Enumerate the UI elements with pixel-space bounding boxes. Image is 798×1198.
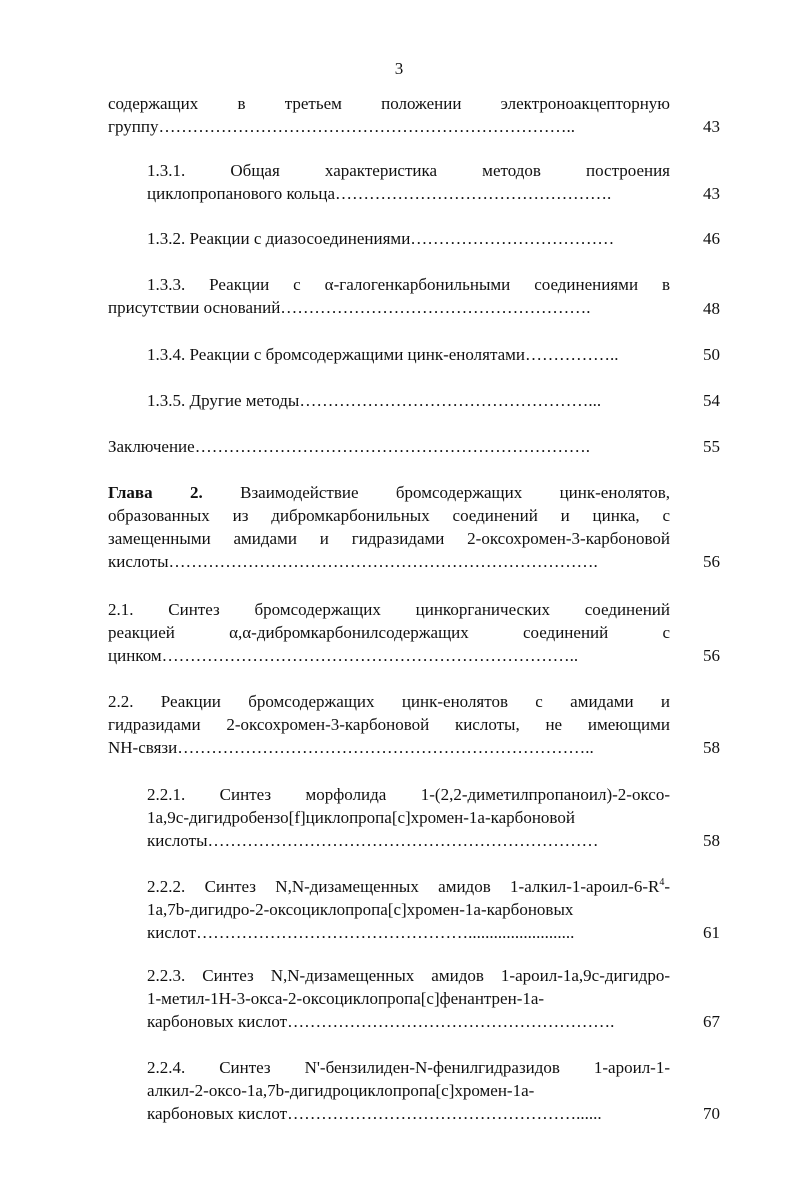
toc-entry-line: циклопропанового кольца………………………………………….: [147, 184, 612, 203]
toc-entry-line: 2.2. Реакции бромсодержащих цинк-енолятов с амидами и: [108, 692, 670, 711]
toc-page-ref: 50: [703, 345, 720, 364]
toc-entry-line: 1.3.4. Реакции с бромсодержащими цинк-енолятами……………..: [147, 345, 619, 364]
toc-page-ref: 43: [703, 184, 720, 203]
toc-page-ref: 43: [703, 117, 720, 136]
toc-entry-line: 1.3.1. Общая характеристика методов построения: [147, 161, 670, 180]
superscript: 4: [659, 877, 665, 888]
toc-page-ref: 58: [703, 831, 720, 850]
toc-entry-line: 2.1. Синтез бромсодержащих цинкорганических соединений: [108, 600, 670, 619]
document-page: 3 содержащих в третьем положении электроноакцепторную группу……………………………………………………………….. 43 1.3.1. Общая характеристика методов построения циклопропанового кольца…………………………………………. 43 1.3.2. Реакции с диазосоединениями……………………………… 46 1.3.3. Реакции с α-галогенкарбонильными соединениями в присутствии оснований………………………………………………. 48 1.3.4. Реакции с бромсодержащими цинк-енолятами…………….. 50 1.3.5. Другие методы……………………………………………... 54 Заключение……………………………………………………………. 55 Глава 2. Взаимодействие бромсодержащих цинк-енолятов, образованных из дибромкарбонильных соединений и цинка, с замещенными амидами и гидразидами 2-оксохромен-3-карбоновой кислоты…………………………………………………………………. 56 2.1. Синтез бромсодержащих цинкорганических соединений реакцией α,α-дибромкарбонилсодержащих соединений с цинком……………………………………………………………….. 56 2.2. Реакции бромсодержащих цинк-енолятов с амидами и гидразидами 2-оксохромен-3-карбоновой кислоты, не имеющими NH-связи……………………………………………………………….. 58 2.2.1. Синтез морфолида 1-(2,2-диметилпропаноил)-2-оксо- 1a,9c-дигидробензо[f]циклопропа[c]хромен-1a-карбоновой кислоты…………………………………………………………… 58 2.2.2. Синтез N,N-дизамещенных амидов $1-алкил-1-ароил-6-R^4-$ 1a,7b-дигидро-2-оксоциклопропа[c]хромен-1a-карбоновых кислот…………………………………………......................... 61 2.2.3. Синтез N,N-дизамещенных амидов 1-ароил-1a,9c-дигидро- 1-метил-1H-3-окса-2-оксоциклопропа[c]фенантрен-1a- карбоновых кислот…………………………………………………. 67 2.2.4. Синтез N'-бензилиден-N-фенилгидразидов 1-ароил-1- алкил-2-оксо-1a,7b-дигидроциклопропа[c]хромен-1a- карбоновых кислот……………………………………………...... 70: [0, 0, 798, 1198]
toc-entry-line: 2.2.1. Синтез морфолида 1-(2,2-диметилпропаноил)-2-оксо-: [147, 785, 670, 804]
toc-page-ref: 56: [703, 552, 720, 571]
toc-entry-line: 2.2.2. Синтез N,N-дизамещенных амидов 1-алкил-1-ароил-6-R: [147, 877, 660, 896]
toc-entry-line: 1a,7b-дигидро-2-оксоциклопропа[c]хромен-1a-карбоновых: [147, 900, 574, 919]
toc-entry-line: алкил-2-оксо-1a,7b-дигидроциклопропа[c]хромен-1a-: [147, 1081, 535, 1100]
toc-entry-line: 1.3.5. Другие методы……………………………………………...: [147, 391, 602, 410]
toc-entry-line: 1.3.3. Реакции с α-галогенкарбонильными соединениями в: [147, 275, 670, 294]
page-number: 3: [394, 59, 404, 78]
toc-page-ref: 48: [703, 299, 720, 318]
toc-entry-line: карбоновых кислот………………………………………………….: [147, 1012, 615, 1031]
toc-page-ref: 70: [703, 1104, 720, 1123]
toc-entry-line: кислот………………………………………….........................: [147, 923, 575, 942]
toc-entry-line: 1a,9c-дигидробензо[f]циклопропа[c]хромен-1a-карбоновой: [147, 808, 575, 827]
toc-entry-line: присутствии оснований……………………………………………….: [108, 298, 591, 317]
toc-page-ref: 61: [703, 923, 720, 942]
toc-entry-line: карбоновых кислот……………………………………………......: [147, 1104, 602, 1123]
toc-entry-line: реакцией α,α-дибромкарбонилсодержащих соединений с: [108, 623, 670, 642]
chapter-label: Глава 2.: [108, 483, 203, 502]
toc-page-ref: 46: [703, 229, 720, 248]
toc-entry-line: 1-метил-1H-3-окса-2-оксоциклопропа[c]фенантрен-1a-: [147, 989, 545, 1008]
toc-entry-line: Заключение…………………………………………………………….: [108, 437, 590, 456]
toc-entry-line: кислоты……………………………………………………………: [147, 831, 599, 850]
toc-entry-line: содержащих в третьем положении электроноакцепторную: [108, 94, 670, 113]
toc-entry-line: группу………………………………………………………………..: [108, 117, 575, 136]
toc-entry-line: кислоты………………………………………………………………….: [108, 552, 598, 571]
toc-entry-line: 2.2.3. Синтез N,N-дизамещенных амидов 1-ароил-1a,9c-дигидро-: [147, 966, 670, 985]
toc-page-ref: 54: [703, 391, 720, 410]
toc-entry-line: замещенными амидами и гидразидами 2-оксохромен-3-карбоновой: [108, 529, 670, 548]
toc-entry-line: образованных из дибромкарбонильных соединений и цинка, с: [108, 506, 670, 525]
toc-page-ref: 67: [703, 1012, 720, 1031]
toc-page-ref: 58: [703, 738, 720, 757]
toc-entry-line: 2.2.4. Синтез N'-бензилиден-N-фенилгидразидов 1-ароил-1-: [147, 1058, 670, 1077]
toc-page-ref: 56: [703, 646, 720, 665]
toc-entry-line: цинком………………………………………………………………..: [108, 646, 579, 665]
toc-page-ref: 55: [703, 437, 720, 456]
toc-entry-line: 1.3.2. Реакции с диазосоединениями………………………………: [147, 229, 615, 248]
toc-entry-line: Взаимодействие бромсодержащих цинк-енолятов,: [240, 483, 670, 502]
toc-entry-line: гидразидами 2-оксохромен-3-карбоновой кислоты, не имеющими: [108, 715, 670, 734]
toc-entry-line: NH-связи………………………………………………………………..: [108, 738, 594, 757]
